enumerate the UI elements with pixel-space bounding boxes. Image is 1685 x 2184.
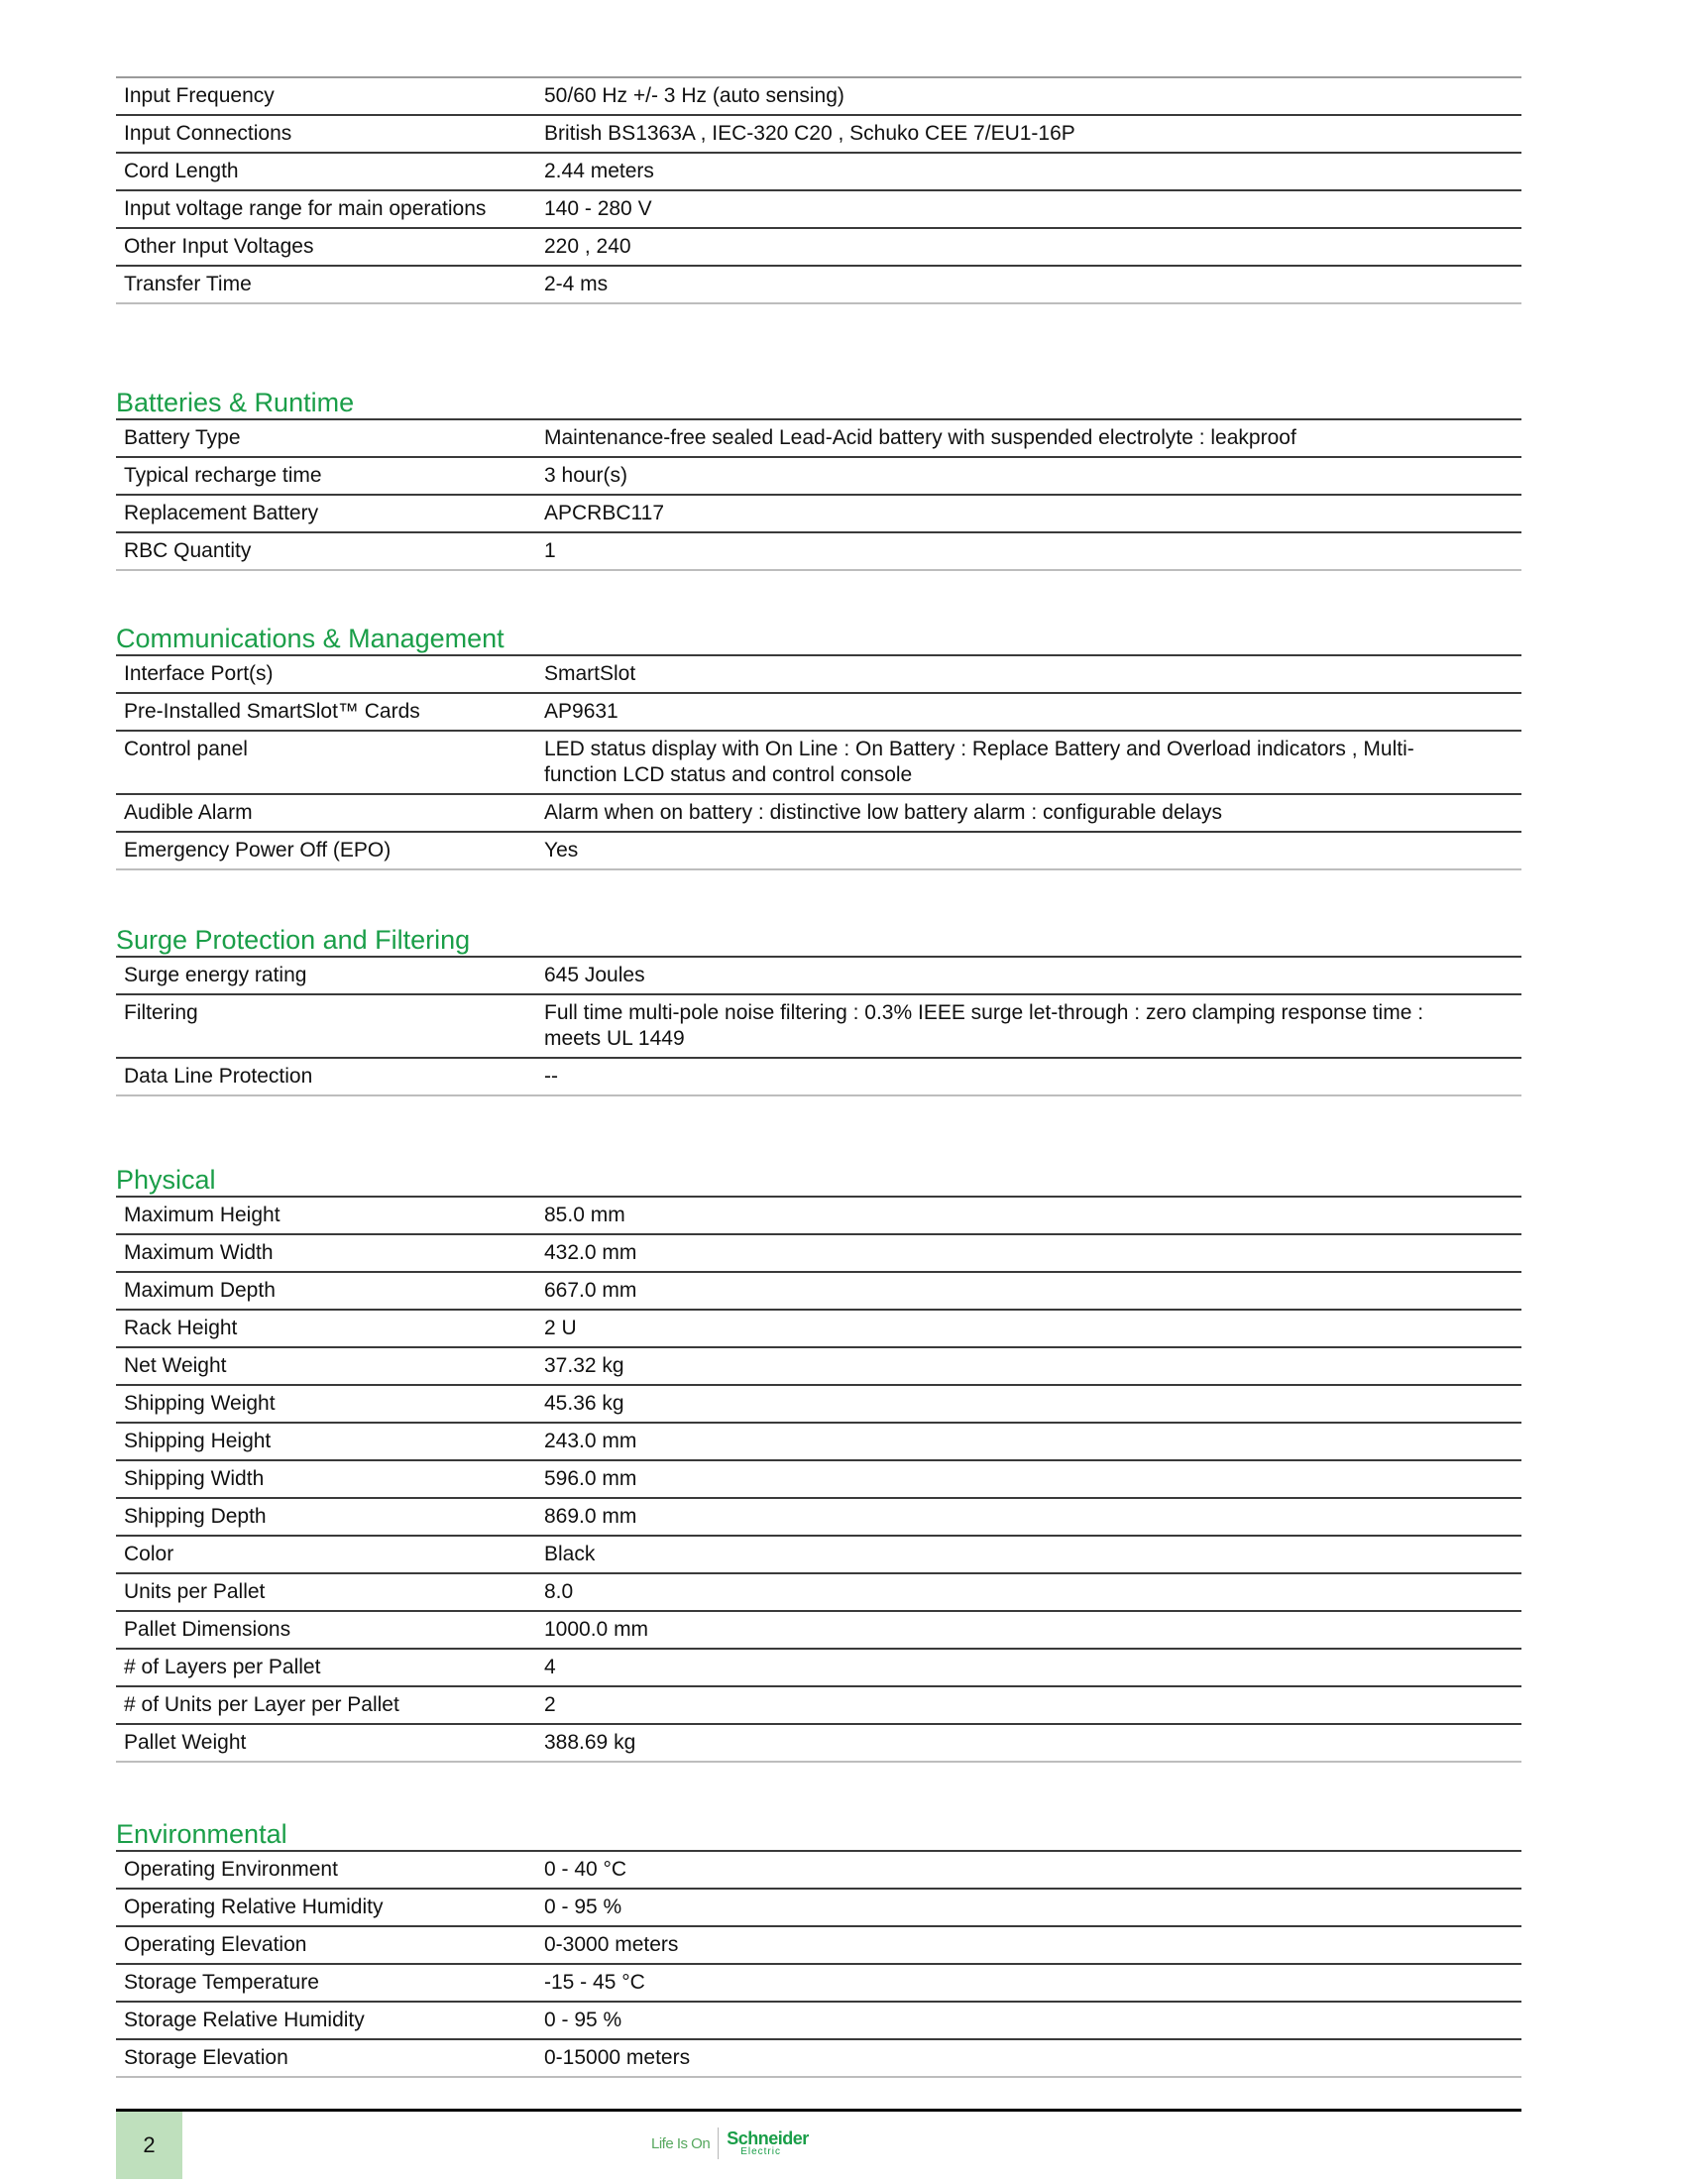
spec-value: 0 - 40 °C <box>544 1858 627 1881</box>
spec-label: Input voltage range for main operations <box>124 197 487 220</box>
spec-row <box>116 495 1521 532</box>
spec-value: LED status display with On Line : On Battery : Replace Battery and Overload indicators , Multi-function LCD status and control console <box>544 738 1414 786</box>
spec-label: Filtering <box>124 1001 198 1024</box>
spec-value: AP9631 <box>544 700 618 723</box>
brand-wordmark <box>727 2129 809 2157</box>
spec-value: Yes <box>544 839 579 862</box>
spec-row <box>116 115 1521 153</box>
spec-value: 1 <box>544 539 556 562</box>
spec-label: Input Connections <box>124 122 292 145</box>
spec-label: Shipping Depth <box>124 1505 267 1528</box>
brand-subname: Electric <box>740 2146 781 2157</box>
spec-value: SmartSlot <box>544 662 636 685</box>
spec-value: Maintenance-free sealed Lead-Acid battery with suspended electrolyte : leakproof <box>544 426 1296 449</box>
spec-label: Emergency Power Off (EPO) <box>124 839 392 862</box>
spec-label: Storage Temperature <box>124 1971 319 1994</box>
spec-row <box>116 957 1521 994</box>
section-batteries-runtime <box>116 387 1521 571</box>
section-communications-management <box>116 623 1521 870</box>
spec-row <box>116 228 1521 266</box>
spec-label: Control panel <box>124 738 248 760</box>
spec-table-input <box>116 76 1521 304</box>
spec-value: 45.36 kg <box>544 1392 624 1415</box>
spec-row <box>116 77 1521 115</box>
spec-label: Typical recharge time <box>124 464 322 487</box>
spec-row <box>116 1573 1521 1611</box>
section-physical <box>116 1164 1521 1763</box>
spec-value: 0-3000 meters <box>544 1933 679 1956</box>
spec-row <box>116 1611 1521 1649</box>
spec-value: 2.44 meters <box>544 160 654 182</box>
spec-row <box>116 1197 1521 1234</box>
spec-label: Pallet Weight <box>124 1731 247 1754</box>
spec-row <box>116 1649 1521 1686</box>
spec-label: Interface Port(s) <box>124 662 274 685</box>
spec-table-surge <box>116 956 1521 1096</box>
spec-label: Input Frequency <box>124 84 275 107</box>
spec-value: -- <box>544 1065 558 1088</box>
spec-row <box>116 2002 1521 2039</box>
spec-row <box>116 1310 1521 1347</box>
spec-row <box>116 1536 1521 1573</box>
spec-label: Storage Relative Humidity <box>124 2009 365 2031</box>
spec-label: Audible Alarm <box>124 801 253 824</box>
spec-label: Cord Length <box>124 160 239 182</box>
spec-row <box>116 1851 1521 1889</box>
spec-value: 645 Joules <box>544 964 645 986</box>
spec-row <box>116 153 1521 190</box>
spec-label: Color <box>124 1543 174 1565</box>
spec-row <box>116 794 1521 832</box>
spec-label: Replacement Battery <box>124 502 319 524</box>
spec-label: Surge energy rating <box>124 964 307 986</box>
section-surge-protection <box>116 924 1521 1096</box>
spec-value: 8.0 <box>544 1580 574 1603</box>
spec-label: Shipping Width <box>124 1467 265 1490</box>
spec-row <box>116 832 1521 869</box>
spec-label: Other Input Voltages <box>124 235 314 258</box>
spec-row <box>116 1889 1521 1926</box>
spec-row <box>116 2039 1521 2077</box>
spec-value: Black <box>544 1543 596 1565</box>
spec-label: Data Line Protection <box>124 1065 313 1088</box>
spec-row <box>116 1724 1521 1762</box>
spec-row <box>116 1460 1521 1498</box>
spec-value: 220 , 240 <box>544 235 631 258</box>
spec-row <box>116 1272 1521 1310</box>
spec-row <box>116 532 1521 570</box>
spec-row <box>116 1686 1521 1724</box>
spec-label: Operating Elevation <box>124 1933 307 1956</box>
spec-label: Pre-Installed SmartSlot™ Cards <box>124 700 420 723</box>
spec-value: 85.0 mm <box>544 1204 625 1226</box>
spec-value: 596.0 mm <box>544 1467 637 1490</box>
spec-label: Shipping Weight <box>124 1392 276 1415</box>
spec-row <box>116 1498 1521 1536</box>
spec-row <box>116 655 1521 693</box>
spec-value: 2 U <box>544 1317 577 1339</box>
spec-row <box>116 1964 1521 2002</box>
spec-row <box>116 1385 1521 1423</box>
brand-name: Schneider <box>727 2128 809 2148</box>
spec-label: Storage Elevation <box>124 2046 288 2069</box>
page-number: 2 <box>116 2112 182 2179</box>
section-title: Physical <box>116 1165 216 1195</box>
spec-value: Full time multi-pole noise filtering : 0.3% IEEE surge let-through : zero clamping response time : meets UL 1449 <box>544 1001 1424 1050</box>
spec-label: Net Weight <box>124 1354 227 1377</box>
spec-value: 667.0 mm <box>544 1279 637 1302</box>
spec-value: 0 - 95 % <box>544 2009 622 2031</box>
spec-label: Transfer Time <box>124 273 252 295</box>
spec-table-physical <box>116 1196 1521 1763</box>
spec-value: British BS1363A , IEC-320 C20 , Schuko CEE 7/EU1-16P <box>544 122 1075 145</box>
spec-value: 2 <box>544 1693 556 1716</box>
spec-row <box>116 457 1521 495</box>
spec-row <box>116 190 1521 228</box>
spec-row <box>116 994 1521 1058</box>
spec-label: Maximum Width <box>124 1241 274 1264</box>
spec-value: -15 - 45 °C <box>544 1971 645 1994</box>
spec-value: 869.0 mm <box>544 1505 637 1528</box>
spec-value: 3 hour(s) <box>544 464 628 487</box>
section-title: Surge Protection and Filtering <box>116 925 471 955</box>
spec-label: Rack Height <box>124 1317 238 1339</box>
spec-value: 37.32 kg <box>544 1354 624 1377</box>
spec-value: 1000.0 mm <box>544 1618 649 1641</box>
spec-label: Units per Pallet <box>124 1580 266 1603</box>
spec-label: RBC Quantity <box>124 539 252 562</box>
spec-row <box>116 419 1521 457</box>
spec-label: Operating Environment <box>124 1858 338 1881</box>
spec-row <box>116 731 1521 794</box>
section-title: Environmental <box>116 1819 287 1849</box>
spec-value: 0 - 95 % <box>544 1896 622 1918</box>
spec-row <box>116 1234 1521 1272</box>
spec-table-environmental <box>116 1850 1521 2078</box>
spec-row <box>116 1423 1521 1460</box>
page-footer <box>116 2109 1521 2184</box>
spec-table-comms <box>116 654 1521 870</box>
spec-label: Maximum Depth <box>124 1279 276 1302</box>
spec-row <box>116 693 1521 731</box>
spec-table-batteries <box>116 418 1521 571</box>
spec-label: Battery Type <box>124 426 241 449</box>
spec-label: # of Units per Layer per Pallet <box>124 1693 399 1716</box>
logo-divider <box>718 2127 719 2159</box>
spec-label: Maximum Height <box>124 1204 281 1226</box>
spec-value: APCRBC117 <box>544 502 664 524</box>
spec-value: 50/60 Hz +/- 3 Hz (auto sensing) <box>544 84 844 107</box>
spec-row <box>116 266 1521 303</box>
spec-label: Shipping Height <box>124 1430 272 1452</box>
spec-row <box>116 1058 1521 1095</box>
spec-value: 4 <box>544 1656 556 1678</box>
spec-value: 140 - 280 V <box>544 197 652 220</box>
spec-value: 2-4 ms <box>544 273 609 295</box>
spec-value: 0-15000 meters <box>544 2046 691 2069</box>
spec-label: Pallet Dimensions <box>124 1618 291 1641</box>
spec-value: 388.69 kg <box>544 1731 636 1754</box>
section-title: Communications & Management <box>116 624 505 653</box>
section-title: Batteries & Runtime <box>116 388 355 417</box>
spec-label: Operating Relative Humidity <box>124 1896 384 1918</box>
spec-value: 243.0 mm <box>544 1430 637 1452</box>
schneider-electric-logo <box>651 2126 809 2161</box>
spec-value: 432.0 mm <box>544 1241 637 1264</box>
spec-label: # of Layers per Pallet <box>124 1656 321 1678</box>
section-environmental <box>116 1818 1521 2078</box>
spec-row <box>116 1347 1521 1385</box>
life-is-on-tagline: Life Is On <box>651 2134 711 2152</box>
section-input <box>116 76 1521 304</box>
spec-row <box>116 1926 1521 1964</box>
spec-value: Alarm when on battery : distinctive low battery alarm : configurable delays <box>544 801 1222 824</box>
